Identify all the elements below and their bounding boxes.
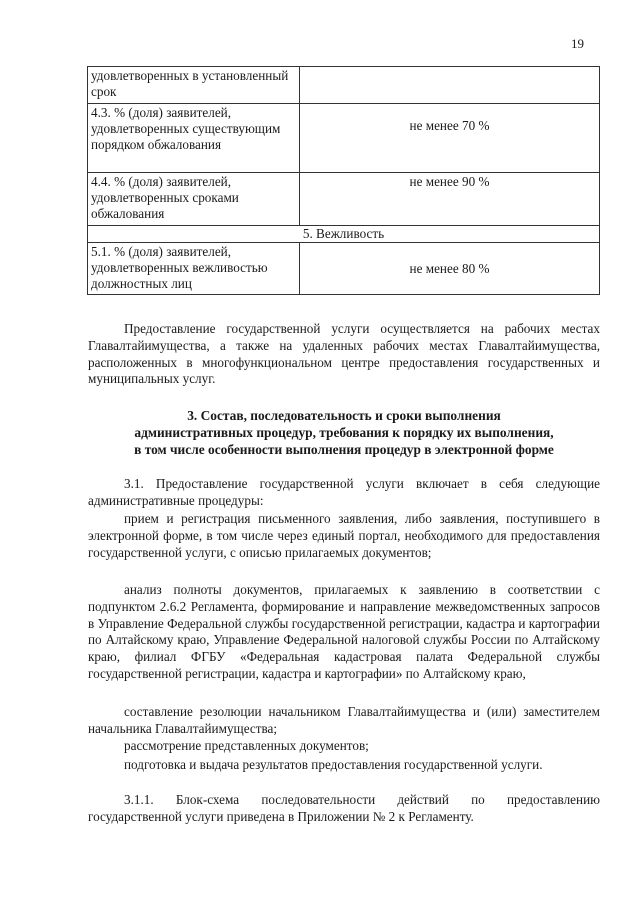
table-cell-value: не менее 90 %: [300, 173, 600, 226]
paragraph: 3.1.1. Блок-схема последовательности действий по предоставлению государственной услуги приведена в Приложении № 2 к Регламенту.: [88, 792, 600, 824]
page-number: 19: [571, 36, 584, 51]
table-cell-value: не менее 80 %: [300, 243, 600, 295]
indicators-table: [87, 66, 600, 295]
section-heading: [88, 407, 600, 458]
paragraph: подготовка и выдача результатов предоставления государственной услуги.: [124, 757, 543, 772]
paragraph-intro: Предоставление государственной услуги осуществляется на рабочих местах Главалтайимущества, а также на удаленных рабочих местах Главалтайимущества, расположенных в многофункциональном центре предоставления государственных и муниципальных услуг.: [88, 321, 600, 387]
section-heading-line: административных процедур, требования к порядку их выполнения,: [134, 425, 554, 440]
section-heading-line: 3. Состав, последовательность и сроки выполнения: [187, 408, 501, 423]
table-cell-criterion: 5.1. % (доля) заявителей, удовлетворенных вежливостью должностных лиц: [88, 243, 300, 295]
paragraph: 3.1. Предоставление государственной услуги включает в себя следующие административные процедуры:: [88, 476, 600, 508]
section-heading-line: в том числе особенности выполнения процедур в электронной форме: [134, 442, 554, 457]
table-cell-criterion: 4.4. % (доля) заявителей, удовлетворенных сроками обжалования: [88, 173, 300, 226]
table-row: [88, 67, 600, 104]
table-row: [88, 243, 600, 295]
table-cell-criterion: 4.3. % (доля) заявителей, удовлетворенных существующим порядком обжалования: [88, 104, 300, 173]
table-row: [88, 104, 600, 173]
paragraph: рассмотрение представленных документов;: [124, 738, 369, 753]
table-section-title: 5. Вежливость: [88, 226, 600, 243]
table-section-row: [88, 226, 600, 243]
table-cell-criterion: удовлетворенных в установленный срок: [88, 67, 300, 104]
paragraph: составление резолюции начальником Главалтайимущества и (или) заместителем начальника Главалтайимущества;: [88, 704, 600, 736]
table-cell-value: [300, 67, 600, 104]
paragraph: анализ полноты документов, прилагаемых к заявлению в соответствии с подпунктом 2.6.2 Регламента, формирование и направление межведомственных запросов в Управление Федеральной службы государственной регистрации, кадастра и картографии по Алтайскому краю, Управление Федеральной налоговой службы России по Алтайскому краю, филиал ФГБУ «Федеральная кадастровая палата Федеральной службы государственной регистрации, кадастра и картографии» по Алтайскому краю,: [88, 582, 600, 681]
table-cell-value: не менее 70 %: [300, 104, 600, 173]
table-row: [88, 173, 600, 226]
paragraph: прием и регистрация письменного заявления, либо заявления, поступившего в электронной форме, в том числе через единый портал, необходимого для предоставления государственной услуги, с описью прилагаемых документов;: [88, 511, 600, 560]
